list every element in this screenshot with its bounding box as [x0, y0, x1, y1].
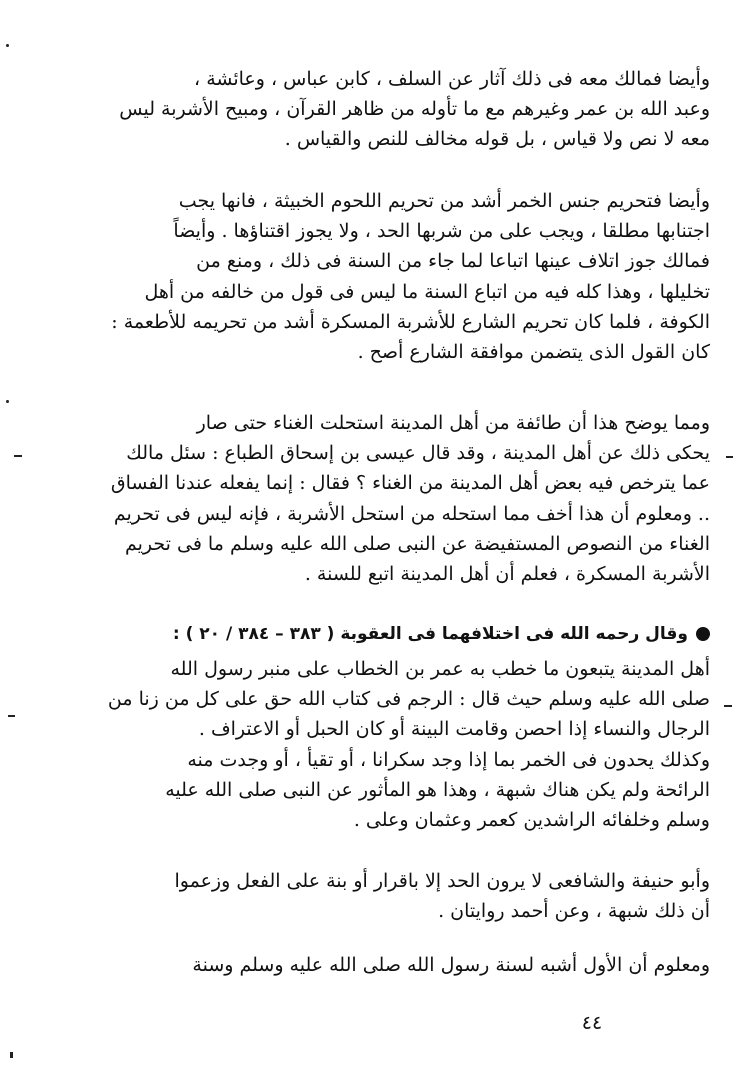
- text-line: وأيضا فمالك معه فى ذلك آثار عن السلف ، كابن عباس ، وعائشة ،: [194, 68, 710, 90]
- paragraph-1: [60, 64, 710, 155]
- text-line: الرائحة ولم يكن هناك شبهة ، وهذا هو المأثور عن النبى صلى الله عليه: [165, 778, 710, 801]
- scan-speck: [724, 705, 732, 707]
- text-line: صلى الله عليه وسلم حيث قال : الرجم فى كتاب الله حق على كل من زنا من: [107, 688, 710, 711]
- text-line: وأيضا فتحريم جنس الخمر أشد من تحريم اللحوم الخبيثة ، فانها يجب: [178, 190, 710, 212]
- text-line: فمالك جوز اتلاف عينها اتباعا لما جاء من السنة فى ذلك ، ومنع من: [196, 250, 710, 273]
- section-heading: [140, 620, 710, 648]
- scan-speck: [6, 400, 9, 403]
- text-line: اجتنابها مطلقا ، ويجب على من شربها الحد ، ولا يجوز اقتناؤها . وأيضاً: [173, 220, 710, 243]
- paragraph-3: [60, 408, 710, 589]
- text-line: وكذلك يحدون فى الخمر بما إذا وجد سكرانا ، أو تقيأ ، أو وجدت منه: [187, 748, 710, 771]
- text-line: الرجال والنساء إذا احصن وقامت البينة أو كان الحبل أو الاعتراف .: [198, 718, 710, 741]
- paragraph-2: [60, 186, 710, 367]
- text-line: الكوفة ، فلما كان تحريم الشارع للأشربة المسكرة أشد من تحريمه للأطعمة :: [111, 310, 710, 333]
- scan-speck: [6, 44, 9, 47]
- text-line: عما يترخص فيه بعض أهل المدينة من الغناء ؟ فقال : إنما يفعله عندنا الفساق: [110, 472, 710, 495]
- text-line: الأشربة المسكرة ، فعلم أن أهل المدينة اتبع للسنة .: [304, 563, 710, 586]
- text-line: الغناء من النصوص المستفيضة عن النبى صلى الله عليه وسلم ما فى تحريم: [124, 532, 710, 555]
- paragraph-4: [60, 654, 710, 835]
- section-heading-text: وقال رحمه الله فى اختلافهما فى العقوبة ( ٣٨٣ – ٣٨٤ / ٢٠ ) :: [172, 624, 688, 644]
- text-line: كان القول الذى يتضمن موافقة الشارع أصح .: [357, 341, 710, 364]
- scan-speck: [14, 455, 22, 457]
- bullet-icon: [696, 627, 710, 641]
- text-line: ومعلوم أن الأول أشبه لسنة رسول الله صلى الله عليه وسلم وسنة: [192, 954, 710, 976]
- text-line: معه لا نص ولا قياس ، بل قوله مخالف للنص والقياس .: [284, 128, 710, 151]
- scan-speck: [10, 1052, 13, 1058]
- paragraph-6: [60, 950, 710, 980]
- text-line: وأبو حنيفة والشافعى لا يرون الحد إلا باقرار أو بنة على الفعل وزعموا: [174, 870, 710, 892]
- text-line: وعبد الله بن عمر وغيرهم مع ما تأوله من ظاهر القرآن ، ومبيح الأشربة ليس: [119, 98, 710, 121]
- page-number: ٤٤: [581, 1012, 603, 1034]
- text-line: وسلم وخلفائه الراشدين كعمر وعثمان وعلى .: [353, 809, 710, 832]
- scan-speck: [726, 456, 733, 458]
- text-line: أن ذلك شبهة ، وعن أحمد روايتان .: [438, 900, 710, 923]
- paragraph-5: [60, 866, 710, 926]
- scan-speck: [8, 715, 15, 717]
- text-line: تخليلها ، وهذا كله فيه من اتباع السنة ما ليس فى قول من خالفه من أهل: [144, 280, 710, 303]
- text-line: .. ومعلوم أن هذا أخف مما استحله من استحل الأشربة ، فإنه ليس فى تحريم: [113, 502, 710, 525]
- text-line: أهل المدينة يتبعون ما خطب به عمر بن الخطاب على منبر رسول الله: [170, 658, 710, 680]
- text-line: يحكى ذلك عن أهل المدينة ، وقد قال عيسى بن إسحاق الطباع : سئل مالك: [126, 442, 710, 465]
- text-line: ومما يوضح هذا أن طائفة من أهل المدينة استحلت الغناء حتى صار: [196, 412, 710, 434]
